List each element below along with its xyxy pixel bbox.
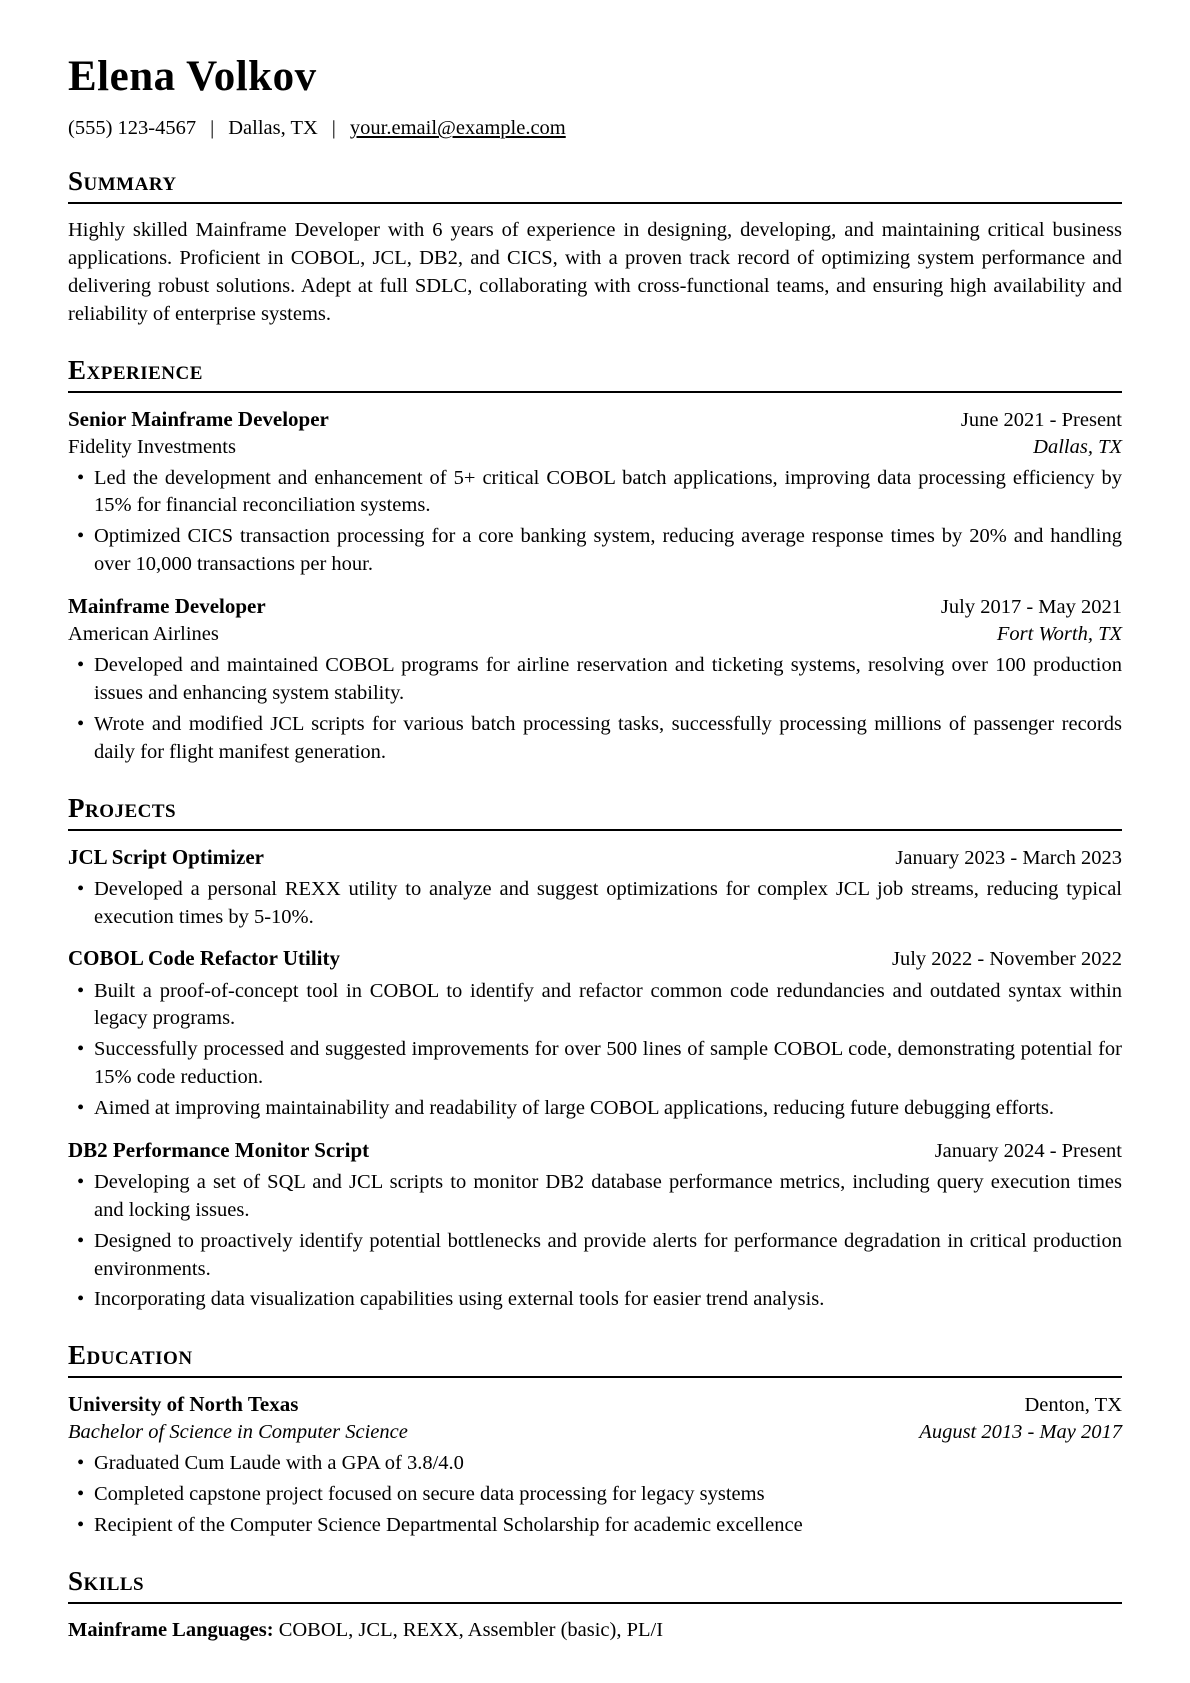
section-education <box>68 1340 1122 1540</box>
contact-location: Dallas, TX <box>228 117 318 139</box>
skill-category-value: COBOL, JCL, REXX, Assembler (basic), PL/I <box>278 1619 664 1642</box>
resume-header <box>68 52 1122 140</box>
school-name: University of North Texas <box>68 1392 299 1417</box>
bullet-item: • Graduated Cum Laude with a GPA of 3.8/4.0 <box>94 1450 1122 1478</box>
bullet-list <box>68 652 1122 767</box>
degree-name: Bachelor of Science in Computer Science <box>68 1421 408 1444</box>
education-dates: August 2013 - May 2017 <box>919 1421 1122 1444</box>
project-entry <box>68 945 1122 1122</box>
section-experience <box>68 355 1122 767</box>
project-name: COBOL Code Refactor Utility <box>68 946 340 971</box>
bullet-list <box>68 978 1122 1123</box>
bullet-item: • Successfully processed and suggested improvements for over 500 lines of sample COBOL code, demonstrating potential for 15% code reduction. <box>94 1036 1122 1092</box>
bullet-list <box>68 1450 1122 1540</box>
education-section-title: Education <box>68 1340 1122 1378</box>
bullet-item: • Completed capstone project focused on secure data processing for legacy systems <box>94 1481 1122 1509</box>
job-location: Fort Worth, TX <box>996 623 1122 646</box>
job-title: Senior Mainframe Developer <box>68 406 329 431</box>
bullet-item: • Incorporating data visualization capabilities using external tools for easier trend analysis. <box>94 1286 1122 1314</box>
project-dates: January 2024 - Present <box>934 1139 1122 1162</box>
bullet-item: • Optimized CICS transaction processing for a core banking system, reducing average response times by 20% and handling over 10,000 transactions per hour. <box>94 523 1122 579</box>
company-name: American Airlines <box>68 623 219 646</box>
summary-section-title: Summary <box>68 166 1122 204</box>
skill-line <box>68 1617 1122 1645</box>
bullet-item: • Developing a set of SQL and JCL scripts to monitor DB2 database performance metrics, including query execution times and locking issues. <box>94 1169 1122 1225</box>
experience-entry <box>68 593 1122 767</box>
summary-text: Highly skilled Mainframe Developer with 6 years of experience in designing, developing, and maintaining critical business applications. Proficient in COBOL, JCL, DB2, and CICS, with a proven track record of optimizing system performance and delivering robust solutions. Adept at full SDLC, collaborating with cross-functional teams, and ensuring high availability and reliability of enterprise systems. <box>68 219 1122 325</box>
experience-entry <box>68 406 1122 580</box>
bullet-item: • Wrote and modified JCL scripts for various batch processing tasks, successfully processing millions of passenger records daily for flight manifest generation. <box>94 711 1122 767</box>
education-entry <box>68 1391 1122 1540</box>
experience-section-title: Experience <box>68 355 1122 393</box>
bullet-item: • Designed to proactively identify potential bottlenecks and provide alerts for performance degradation in critical production environments. <box>94 1228 1122 1284</box>
company-name: Fidelity Investments <box>68 435 236 458</box>
section-summary <box>68 166 1122 329</box>
skills-section-title: Skills <box>68 1566 1122 1604</box>
skill-category-label: Mainframe Languages: <box>68 1619 274 1642</box>
bullet-item: • Built a proof-of-concept tool in COBOL to identify and refactor common code redundancies and outdated syntax within legacy programs. <box>94 978 1122 1034</box>
email-link[interactable]: your.email@example.com <box>349 117 566 139</box>
bullet-list <box>68 465 1122 580</box>
job-location: Dallas, TX <box>1033 435 1122 458</box>
bullet-list <box>68 1169 1122 1314</box>
candidate-name: Elena Volkov <box>68 53 317 100</box>
job-dates: July 2017 - May 2021 <box>940 596 1122 619</box>
bullet-item: • Developed and maintained COBOL programs for airline reservation and ticketing systems, resolving over 100 production issues and enhancing system stability. <box>94 652 1122 708</box>
contact-separator: | <box>331 117 336 139</box>
section-skills <box>68 1566 1122 1645</box>
contact-separator: | <box>210 117 215 139</box>
phone-number: (555) 123-4567 <box>68 117 197 139</box>
project-name: DB2 Performance Monitor Script <box>68 1137 370 1162</box>
project-name: JCL Script Optimizer <box>68 844 264 869</box>
job-dates: June 2021 - Present <box>960 408 1122 431</box>
project-dates: January 2023 - March 2023 <box>895 846 1122 869</box>
school-location: Denton, TX <box>1024 1394 1122 1417</box>
projects-section-title: Projects <box>68 793 1122 831</box>
project-entry <box>68 844 1122 932</box>
project-dates: July 2022 - November 2022 <box>891 948 1122 971</box>
bullet-item: • Recipient of the Computer Science Departmental Scholarship for academic excellence <box>94 1512 1122 1540</box>
project-entry <box>68 1137 1122 1314</box>
job-title: Mainframe Developer <box>68 594 266 619</box>
bullet-item: • Led the development and enhancement of 5+ critical COBOL batch applications, improving data processing efficiency by 15% for financial reconciliation systems. <box>94 465 1122 521</box>
bullet-item: • Developed a personal REXX utility to analyze and suggest optimizations for complex JCL job streams, reducing typical execution times by 5-10%. <box>94 876 1122 932</box>
bullet-list <box>68 876 1122 932</box>
contact-line <box>68 117 1122 140</box>
section-projects <box>68 793 1122 1315</box>
bullet-item: • Aimed at improving maintainability and readability of large COBOL applications, reducing future debugging efforts. <box>94 1095 1122 1123</box>
